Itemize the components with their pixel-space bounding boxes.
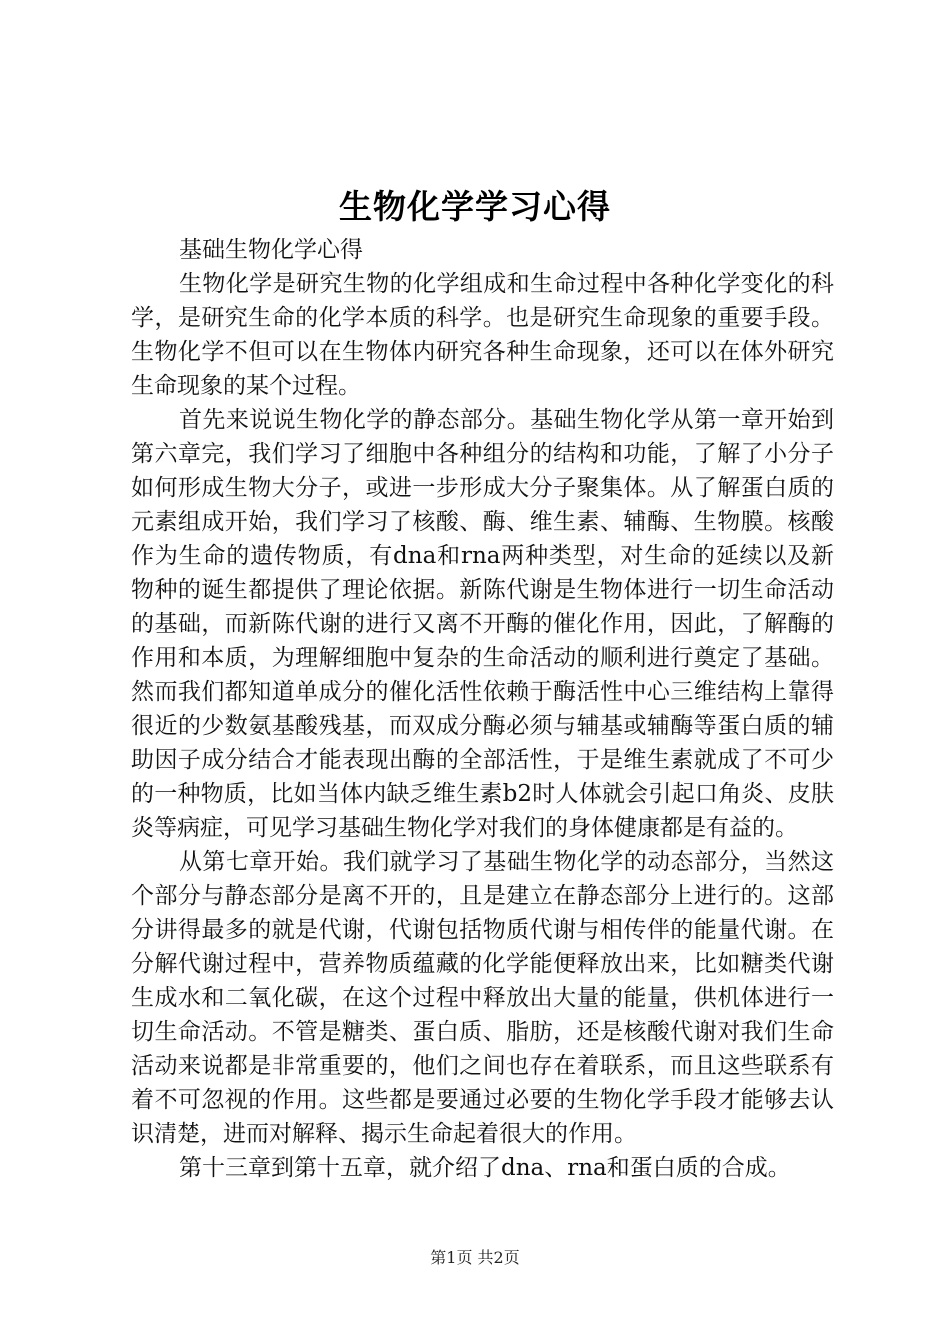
paragraph-intro: 生物化学是研究生物的化学组成和生命过程中各种化学变化的科学，是研究生命的化学本质的科学。也是研究生命现象的重要手段。生物化学不但可以在生物体内研究各种生命现象，还可以在体外研究生命现象的某个过程。 <box>131 271 834 399</box>
page-number-footer: 第1页 共2页 <box>430 1248 520 1267</box>
document-subtitle: 基础生物化学心得 <box>179 237 363 263</box>
paragraph-synthesis: 第十三章到第十五章，就介绍了dna、rna和蛋白质的合成。 <box>179 1155 791 1181</box>
document-body <box>131 233 834 1185</box>
paragraph-dynamic-part: 从第七章开始。我们就学习了基础生物化学的动态部分，当然这个部分与静态部分是离不开的，且是建立在静态部分上进行的。这部分讲得最多的就是代谢，代谢包括物质代谢与相传伴的能量代谢。在分解代谢过程中，营养物质蕴藏的化学能便释放出来，比如糖类代谢生成水和二氧化碳，在这个过程中释放出大量的能量，供机体进行一切生命活动。不管是糖类、蛋白质、脂肪，还是核酸代谢对我们生命活动来说都是非常重要的，他们之间也存在着联系，而且这些联系有着不可忽视的作用。这些都是要通过必要的生物化学手段才能够去认识清楚，进而对解释、揭示生命起着很大的作用。 <box>131 849 834 1147</box>
paragraph-static-part: 首先来说说生物化学的静态部分。基础生物化学从第一章开始到第六章完，我们学习了细胞中各种组分的结构和功能，了解了小分子如何形成生物大分子，或进一步形成大分子聚集体。从了解蛋白质的元素组成开始，我们学习了核酸、酶、维生素、辅酶、生物膜。核酸作为生命的遗传物质，有dna和rna两种类型，对生命的延续以及新物种的诞生都提供了理论依据。新陈代谢是生物体进行一切生命活动的基础，而新陈代谢的进行又离不开酶的催化作用，因此，了解酶的作用和本质，为理解细胞中复杂的生命活动的顺利进行奠定了基础。然而我们都知道单成分的催化活性依赖于酶活性中心三维结构上靠得很近的少数氨基酸残基，而双成分酶必须与辅基或辅酶等蛋白质的辅助因子成分结合才能表现出酶的全部活性，于是维生素就成了不可少的一种物质，比如当体内缺乏维生素b2时人体就会引起口角炎、皮肤炎等病症，可见学习基础生物化学对我们的身体健康都是有益的。 <box>131 407 834 841</box>
document-title: 生物化学学习心得 <box>339 187 611 226</box>
